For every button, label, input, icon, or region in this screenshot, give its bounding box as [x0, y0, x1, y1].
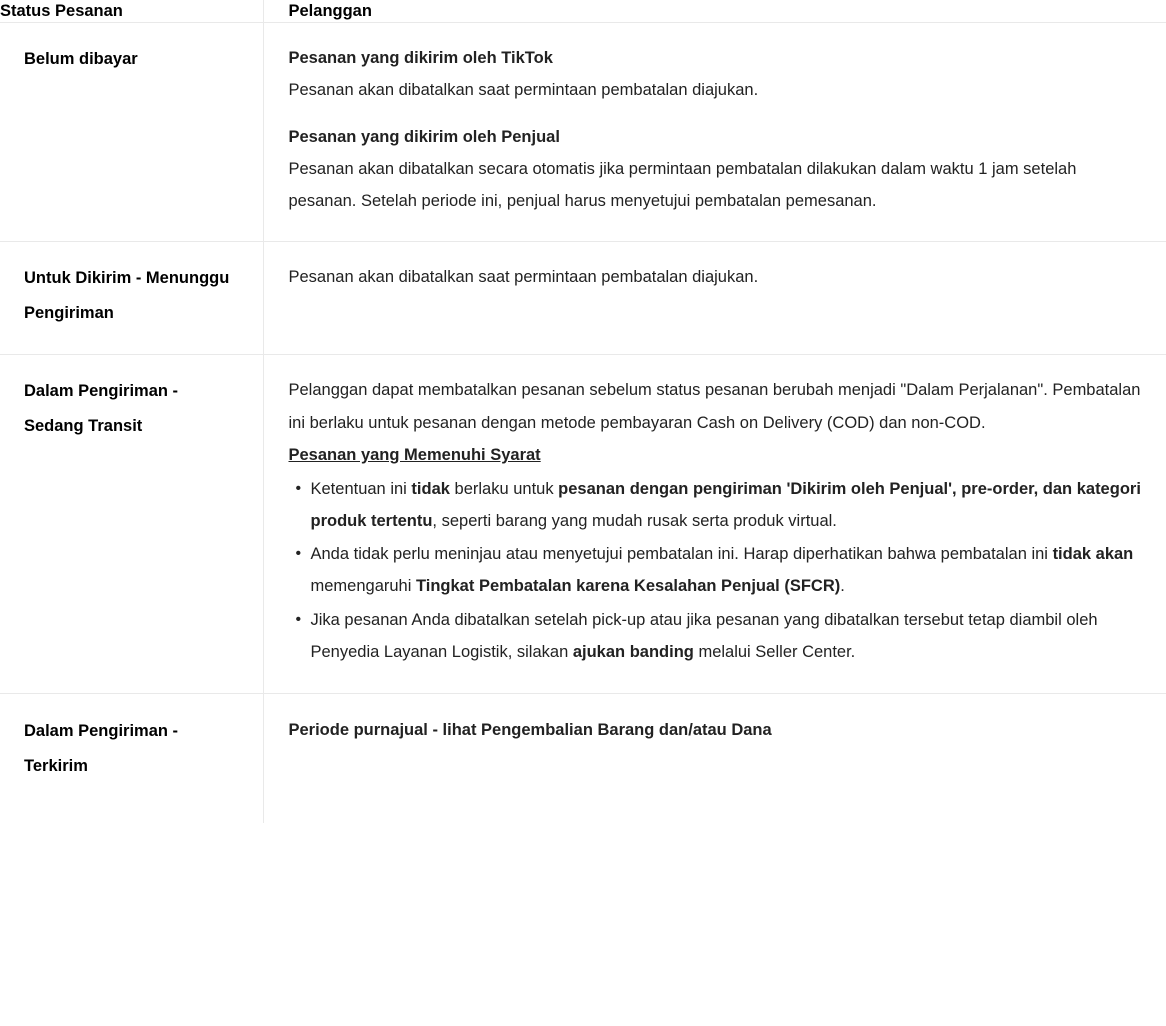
policy-subheading-text: Pesanan yang Memenuhi Syarat [288, 445, 541, 464]
body-text: Anda tidak perlu meninjau atau menyetujui pembatalan ini. Harap diperhatikan bahwa pembatalan ini [310, 545, 1053, 564]
table-body [0, 23, 1166, 823]
table-row [0, 242, 1166, 355]
cell-customer-policy [263, 23, 1166, 242]
emphasis-text: pesanan dengan pengiriman 'Dikirim oleh Penjual', pre-order, dan kategori produk tertentu [310, 479, 1141, 531]
policy-subheading: Pesanan yang dikirim oleh Penjual [288, 127, 560, 146]
policy-paragraph: Pesanan akan dibatalkan saat permintaan pembatalan diajukan. [288, 268, 759, 287]
cell-customer-policy [263, 242, 1166, 355]
table-row [0, 23, 1166, 242]
table-header [0, 0, 1166, 23]
cell-customer-policy [263, 355, 1166, 694]
column-header-pelanggan: Pelanggan [263, 0, 1166, 23]
column-header-status-pesanan: Status Pesanan [0, 0, 263, 23]
emphasis-text: tidak akan [1052, 545, 1134, 564]
policy-bullet-item [311, 604, 1147, 668]
body-text: memengaruhi [310, 577, 416, 596]
body-text: Jika pesanan Anda dibatalkan setelah pick-up atau jika pesanan yang dibatalkan tersebut tetap diambil oleh Penyedia Layanan Logistik, silakan [310, 610, 1098, 661]
table-row [0, 355, 1166, 694]
policy-bullet-list [289, 473, 1147, 668]
emphasis-text: tidak [411, 479, 450, 498]
policy-paragraph: Pesanan akan dibatalkan saat permintaan pembatalan diajukan. [288, 81, 759, 100]
emphasis-text: Tingkat Pembatalan karena Kesalahan Penjual (SFCR) [415, 577, 841, 596]
body-text: berlaku untuk [449, 479, 559, 498]
policy-subheading-underlined [289, 439, 1147, 471]
policy-paragraph: Pelanggan dapat membatalkan pesanan sebelum status pesanan berubah menjadi "Dalam Perjalanan". Pembatalan ini berlaku untuk pesanan dengan metode pembayaran Cash on Delivery (COD) dan non-COD. [288, 381, 1141, 432]
policy-bullet-item [311, 473, 1147, 537]
block-spacer [289, 107, 1147, 121]
cell-order-status: Dalam Pengiriman - Terkirim [0, 693, 263, 823]
cell-order-status: Dalam Pengiriman - Sedang Transit [0, 355, 263, 694]
emphasis-text: ajukan banding [572, 642, 694, 661]
cell-order-status: Belum dibayar [0, 23, 263, 242]
cell-order-status: Untuk Dikirim - Menunggu Pengiriman [0, 242, 263, 355]
policy-subheading: Periode purnajual - lihat Pengembalian Barang dan/atau Dana [288, 720, 772, 739]
policy-subheading: Pesanan yang dikirim oleh TikTok [288, 49, 553, 68]
policy-paragraph: Pesanan akan dibatalkan secara otomatis jika permintaan pembatalan dilakukan dalam waktu 1 jam setelah pesanan. Setelah periode ini, penjual harus menyetujui pembatalan pemesanan. [288, 159, 1077, 210]
policy-bullet-item [311, 538, 1147, 602]
table-header-row [0, 0, 1166, 23]
body-text: melalui Seller Center. [693, 642, 856, 661]
body-text: Ketentuan ini [310, 479, 412, 498]
cell-customer-policy [263, 693, 1166, 823]
body-text: , seperti barang yang mudah rusak serta produk virtual. [432, 512, 837, 531]
table-row [0, 693, 1166, 823]
body-text: . [840, 577, 845, 596]
